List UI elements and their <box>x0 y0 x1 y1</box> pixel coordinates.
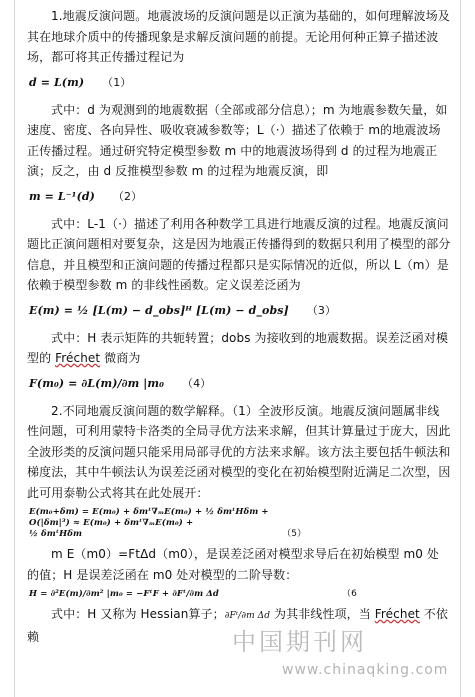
page-border-left <box>14 0 15 697</box>
equation-5-line-1: E(m₀+δm) = E(m₀) + δmᵗ∇ₘE(m₀) + ½ δmᵗHδm + <box>29 507 269 517</box>
equation-5-line-2: O(|δm|³) ≈ E(m₀) + δmᵗ∇ₘE(m₀) + <box>29 518 194 528</box>
equation-1-number: （1） <box>102 75 132 89</box>
equation-6-number: （6 <box>342 589 357 599</box>
equation-2-number: （2） <box>112 189 143 203</box>
equation-2 <box>27 186 451 208</box>
equation-3-body: E(m) = ½ [L(m) − d_obs]ᴴ [L(m) − d_obs] <box>29 303 289 317</box>
equation-5-number: （5） <box>282 529 307 539</box>
frechet-term-2: Fréchet <box>374 607 420 621</box>
paragraph-7-text: 式中：H 又称为 Hessian算子； <box>51 607 225 621</box>
equation-5-line-3: ½ δmᵗHδm <box>29 529 83 539</box>
paragraph-5: 2.不同地震反演问题的数学解释。（1）全波形反演。地震反演问题属非线性问题，可利用蒙特卡洛类的全局寻优方法来求解，但其计算量过于庞大，因此全波形类的反演问题只能采用局部寻优的方法来求解。该方法主要包括牛顿法和梯度法，其中牛顿法认为误差泛函对模型的变化在初始模型附近满足二次型，因此可用泰勒公式将其在此处展开： <box>27 403 451 500</box>
paragraph-4-text: 式中：H 表示矩阵的共轭转置；dobs 为接收到的地震数据。误差泛函对模型的 <box>27 330 449 365</box>
equation-3 <box>27 300 451 322</box>
paragraph-6: m E（m0）=FtΔd（m0），是误差泛函对模型求导后在初始模型 m0 处的值；H 是误差泛函在 m0 处对模型的二阶导数： <box>27 547 439 582</box>
paragraph-3: 式中：L-1（·）描述了利用各种数学工具进行地震反演的过程。地震反演问题比正演问题相对要复杂，这是因为地震正传播得到的数据只利用了模型的部分信息，并且模型和正演问题的传播过程都只是实际情况的近似，所以 L（m）是依赖于模型参数 m 的非线性函数。定义误差泛函为 <box>27 216 451 292</box>
equation-1 <box>27 72 451 94</box>
equation-6-body: H = ∂²E(m)/∂m² |m₀ = −FᵗF + ∂Fᵗ/∂m Δd <box>29 589 219 599</box>
paragraph-4-tail: 微商为 <box>100 351 141 365</box>
equation-4 <box>27 373 451 395</box>
watermark-site-url: www.chinaqking.com <box>282 662 449 678</box>
paragraph-7-end: 不依赖 <box>27 607 448 644</box>
nonlinear-term: ∂Fᵗ/∂m Δd <box>224 611 271 621</box>
document-page <box>27 6 451 647</box>
equation-2-body: m = L⁻¹(d) <box>29 189 95 203</box>
watermark-site-name: 中国期刊网 <box>232 628 367 656</box>
paragraph-7-tail: 为其非线性项，当 <box>270 607 375 621</box>
equation-6 <box>27 589 451 600</box>
equation-4-body: F(m₀) = ∂L(m)/∂m |m₀ <box>29 376 165 390</box>
paragraph-4 <box>27 328 451 369</box>
equation-4-number: （4） <box>181 376 212 390</box>
frechet-term: Fréchet <box>55 351 101 365</box>
equation-5 <box>27 507 451 540</box>
equation-3-number: （3） <box>306 303 337 317</box>
equation-1-body: d = L(m) <box>29 75 85 89</box>
paragraph-1: 1.地震反演问题。地震波场的反演问题是以正演为基础的，如何理解波场及其在地球介质中的传播现象是求解反演问题的前提。无论用何种正算子描述波场，都可将其正传播过程记为 <box>27 9 450 64</box>
page-border-right <box>460 0 461 697</box>
paragraph-2: 式中：d 为观测到的地震数据（全部或部分信息）；m 为地震参数矢量，如速度、密度、各向异性、吸收衰减参数等；L（·）描述了依赖于 m的地震波场正传播过程。通过研究特定模型参数 m 中的地震波场得到 d 的过程为地震正演；反之，由 d 反推模型参数 m 的过程为地震反演，即 <box>27 102 448 178</box>
